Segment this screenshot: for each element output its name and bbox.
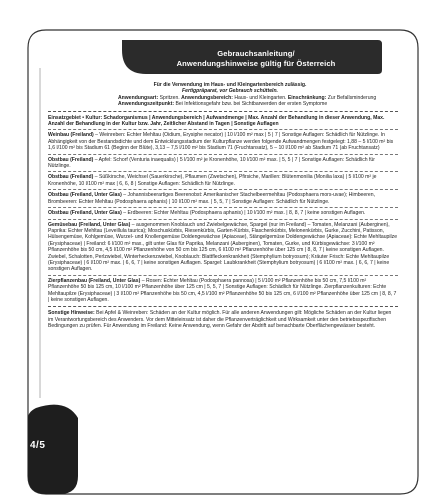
table-header xyxy=(48,115,398,128)
usage-entry-obstbau-beeren xyxy=(48,192,398,205)
usage-block xyxy=(48,222,398,273)
divider-top xyxy=(48,111,398,112)
usage-entry-obstbau-erdbeeren xyxy=(48,210,398,216)
table-header-text: Einsatzgebiet • Kultur: Schadorganismus | Anwendungsbereich | Aufwandmenge | Max. Anzahl der Behandlung in dieser Anwendung, Max. Anzahl der Behandlung in der Kultur bzw. Jahr, Zeitlicher Abstand in Tagen | Sonstige Auflagen xyxy=(48,114,385,128)
other-notes-text: Bei Apfel & Weinreben: Schäden an der Kultur möglich. Für alle anderen Anwendungen gilt: Mögliche Schäden an der Kultur liegen im Verantwortungsbereich des Anwenders. Vor dem Mitteleinsatz ist daher die Pflanzenverträglichkeit und Wirksamkeit unter den betriebsspezifischen Bedingungen zu prüfen. Für Anwendung im Freiland: Keine Anwendung, wenn Gefahr der Abdrift auf benachbarte Oberflächengewässer besteht. xyxy=(48,310,392,330)
entry-text: – Erdbeeren: Echter Mehltau (Podosphaera aphanis) | 10 l/100 m² max. | 8, 8, 7 | keine sonstigen Auflagen. xyxy=(121,210,366,217)
restriction-value: Zur Befallsminderung xyxy=(326,94,377,101)
divider xyxy=(48,171,398,172)
entry-text: – Johannisbeerartiges Beerenobst: Amerikanischer Stachelbeermehltau (Podosphaera mors-uvae); Himbeeren, Brombeeren: Echter Mehltau (Podosphaera aphanis) | 10 l/100 m² max. | 5, 5, 7 | Sonstige Auflagen: Schädlich für Nützlinge. xyxy=(48,192,376,205)
application-area-value: Haus- und Kleingarten. xyxy=(232,94,288,101)
entry-text: – Rosen: Echter Mehltau (Podosphaera pannosa) | 5 l/100 m² Pflanzenhöhe bis 50 cm, 7,5 l/100 m² Pflanzenhöhe 50 bis 125 cm, 10 l/100 m² Pflanzenhöhe über 125 cm | 5, 5, 7 | Sonstige Auflagen: Schädlich für Nützlinge. Zierpflanzenkulturen: Echte Mehltaupilze (Erysiphaceae) | 3 l/100 m² Pflanzenhöhe bis 50 cm, 4,5 l/100 m² Pflanzenhöhe 50 bis 125 cm, 6 l/100 m² Pflanzenhöhe über 125 cm | 8, 8, 7 | keine sonstigen Auflagen. xyxy=(48,277,397,303)
entry-lead: Obstbau (Freiland) xyxy=(48,174,94,181)
intro-section xyxy=(62,82,398,108)
intro-line1-text: Für die Verwendung im Haus- und Kleingartenbereich zulässig. xyxy=(153,82,307,88)
divider xyxy=(48,275,398,276)
application-time-value: Bei Infektionsgefahr bzw. bei Sichtbarwerden der ersten Symptome xyxy=(174,101,328,108)
instructions-content xyxy=(48,82,398,330)
entry-lead: Obstbau (Freiland, Unter Glas) xyxy=(48,210,122,217)
other-notes xyxy=(48,310,398,329)
usage-entry-zierpflanzenbau xyxy=(48,278,398,304)
usage-entry-gemuesebau xyxy=(48,222,398,273)
other-notes-lead: Sonstige Hinweise: xyxy=(48,310,95,317)
application-area-label: Anwendungsbereich: xyxy=(181,94,233,101)
entry-text: – ausgenommen Knoblauch und Zwiebelgewächse, Spargel (nur im Freiland) – Tomaten, Melanzani (Auberginen), Paprika: Echter Mehltau (Leveillula taurica); Moschuskürbis, Riesenkürbis, Garten-Kürbis, Flaschenkürbis, Melonenkürbis, Gurke, Zucchini, Patisson, Hülsengemüse, Kohlgemüse, Wurzel- und Knollengemüse Doldengewächse (Apiaceae), Stängelgemüse Doldengewächse (Apiaceae): Echte Mehltaupilze (Erysiphaceae) | Freiland: 6 l/100 m² max., gilt unter Glas für Paprika, Melanzani (Auberginen), Tomaten, Gurke, und Kürbisgewächse: 3 l/100 m² Pflanzenhöhe bis 50 cm, 4,5 l/100 m² Pflanzenhöhe von 50 cm bis 125 cm, 6 l/100 m² Pflanzenhöhe über 125 cm | 8, 8, 7 | keine sonstigen Auflagen. Zwiebel, Schalotten, Perlzwiebel, Winterheckenzwiebel, Knoblauch: Blattfleckenkrankheit (Stemphylium botryosum); Kräuter Frisch: Echte Mehltaupilze (Erysiphaceae) | 6 l/100 m² max. | 6, 6, 7 | keine sonstigen Auflagen. Spargel: Laubkrankheit (Stemphylium botryosum) | 6 l/100 m² max. | 6, 6, 7 | keine sonstigen Auflagen. xyxy=(48,221,398,273)
restriction-label: Einschränkung: xyxy=(287,94,327,101)
application-type-label: Anwendungsart: xyxy=(118,94,159,101)
usage-entry-weinbau xyxy=(48,132,398,151)
intro-line2-text: Fertigpräparat, vor Gebrauch schütteln. xyxy=(182,88,278,95)
header-title xyxy=(138,49,374,68)
header-title-line1: Gebrauchsanleitung/ xyxy=(217,49,295,58)
entry-lead: Zierpflanzenbau (Freiland, Unter Glas) xyxy=(48,277,141,284)
intro-line4 xyxy=(62,101,398,107)
entry-lead: Obstbau (Freiland, Unter Glas) xyxy=(48,192,122,199)
entry-text: – Süßkirsche, Weichsel (Sauerkirsche), Pflaumen (Zwetschen), Pfirsiche, Marillen: Blütenmonilia (Monilia laxa) | 5 l/100 m² je Kronenhöhe, 10 l/100 m² max | 6, 6, 8 | Sonstige Auflagen: Schädlich für Nützlinge. xyxy=(48,174,377,187)
usage-block xyxy=(48,192,398,205)
application-type-value: Spritzen. xyxy=(158,94,182,101)
divider xyxy=(48,219,398,220)
usage-block xyxy=(48,157,398,170)
divider xyxy=(48,154,398,155)
usage-block xyxy=(48,132,398,151)
usage-block xyxy=(48,174,398,187)
usage-entry-obstbau-apfel xyxy=(48,157,398,170)
application-time-label: Anwendungszeitpunkt: xyxy=(118,101,175,108)
page-number: 4/5 xyxy=(30,440,46,451)
divider xyxy=(48,189,398,190)
divider xyxy=(48,129,398,130)
header-title-line2: Anwendungshinweise gültig für Österreich xyxy=(176,58,336,68)
usage-block xyxy=(48,278,398,304)
entry-text: – Apfel: Schorf (Venturia inaequalis) | 5 l/100 m² je Kronenhöhe, 10 l/100 m² max. | 5, 5 | 7 | Sonstige Auflagen: Schädlich für Nützlinge. xyxy=(48,156,375,170)
divider xyxy=(48,207,398,208)
usage-entry-obstbau-steinobst xyxy=(48,174,398,187)
entry-lead: Gemüsebau (Freiland, Unter Glas) xyxy=(48,221,131,228)
entry-lead: Weinbau (Freiland) xyxy=(48,132,94,139)
entry-lead: Obstbau (Freiland) xyxy=(48,156,94,163)
usage-block xyxy=(48,210,398,216)
divider-bottom xyxy=(48,306,398,307)
entry-text: – Weinreben: Echter Mehltau (Oidium, Erysiphe necator) | 10 l/100 m² max | 5 | 7 | Sonstige Auflagen: Schädlich für Nützlinge. In Abhängigkeit von der Bestandsdichte und dem Entwicklungsstadium der Kulturpflanze werden folgende Aufwandmengen festgelegt: 1,88 – 5 l/100 m² bis 1,6 l/100 m² bis Stadium 61 (Beginn der Blüte), 3,13 – 7,5 l/100 m² bis Stadium 71 (Fruchtansatz), 5 – 10 l/100 m² ab Stadium 71 (ab Fruchtansatz) xyxy=(48,132,394,152)
